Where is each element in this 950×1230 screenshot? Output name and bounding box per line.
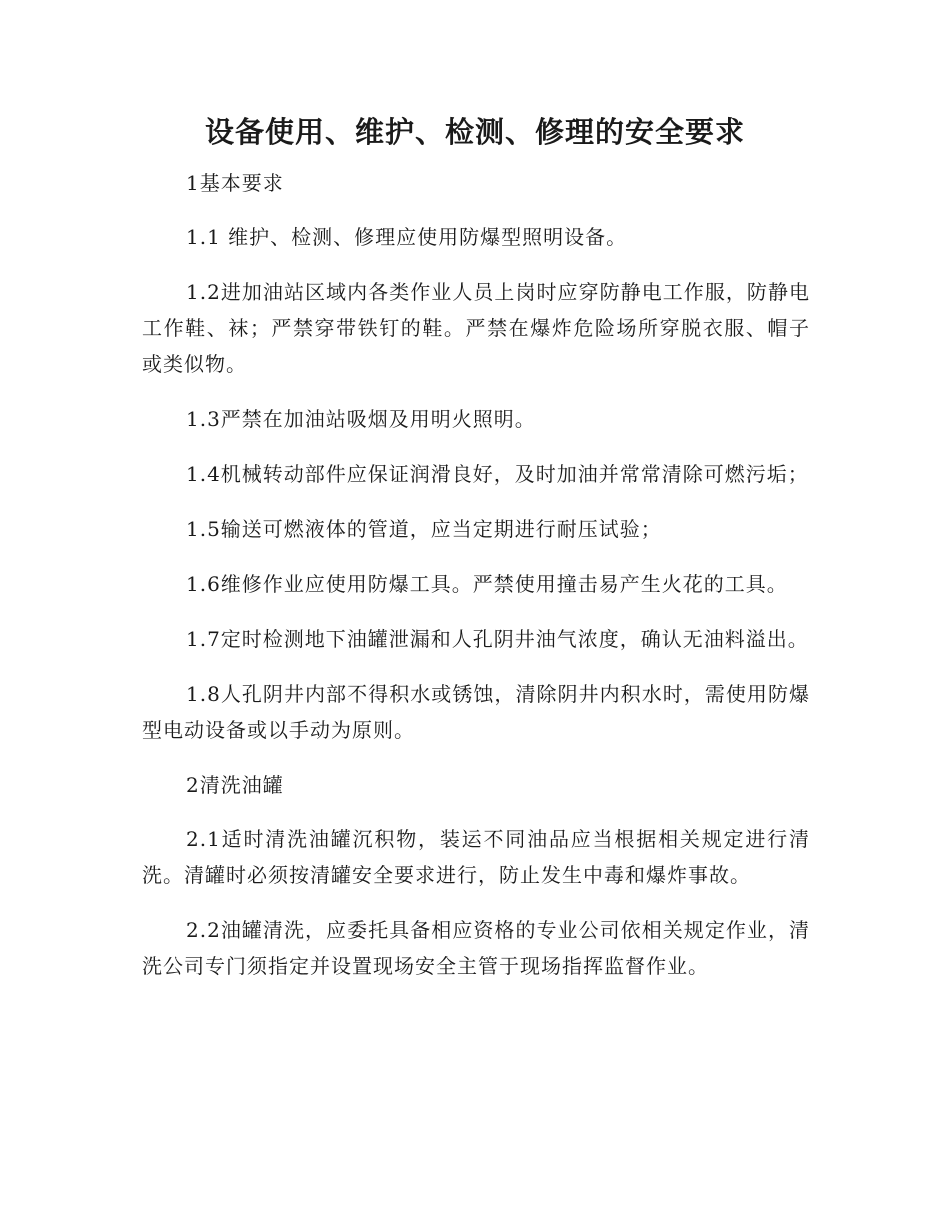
paragraph-1-1: 1.1 维护、检测、修理应使用防爆型照明设备。 (186, 225, 628, 249)
section-heading-basic-requirements: 1基本要求 (186, 171, 284, 195)
paragraph-1-5: 1.5输送可燃液体的管道，应当定期进行耐压试验； (186, 517, 662, 541)
paragraph-1-2: 1.2进加油站区域内各类作业人员上岗时应穿防静电工作服，防静电工作鞋、袜；严禁穿带铁钉的鞋。严禁在爆炸危险场所穿脱衣服、帽子或类似物。 (142, 280, 810, 376)
paragraph-1-3: 1.3严禁在加油站吸烟及用明火照明。 (186, 407, 536, 431)
document-body (142, 165, 810, 1003)
paragraph-2-2: 2.2油罐清洗，应委托具备相应资格的专业公司依相关规定作业，清洗公司专门须指定并设置现场安全主管于现场指挥监督作业。 (142, 918, 810, 978)
paragraph-1-6: 1.6维修作业应使用防爆工具。严禁使用撞击易产生火花的工具。 (186, 572, 788, 596)
paragraph-2-1: 2.1适时清洗油罐沉积物，装运不同油品应当根据相关规定进行清洗。清罐时必须按清罐安全要求进行，防止发生中毒和爆炸事故。 (142, 827, 810, 887)
paragraph-1-4: 1.4机械转动部件应保证润滑良好，及时加油并常常清除可燃污垢； (186, 462, 809, 486)
section-heading-tank-cleaning: 2清洗油罐 (186, 773, 284, 797)
document-title: 设备使用、维护、检测、修理的安全要求 (204, 115, 745, 149)
paragraph-1-8: 1.8人孔阴井内部不得积水或锈蚀，清除阴井内积水时，需使用防爆型电动设备或以手动为原则。 (142, 682, 810, 742)
paragraph-1-7: 1.7定时检测地下油罐泄漏和人孔阴井油气浓度，确认无油料溢出。 (186, 627, 809, 651)
